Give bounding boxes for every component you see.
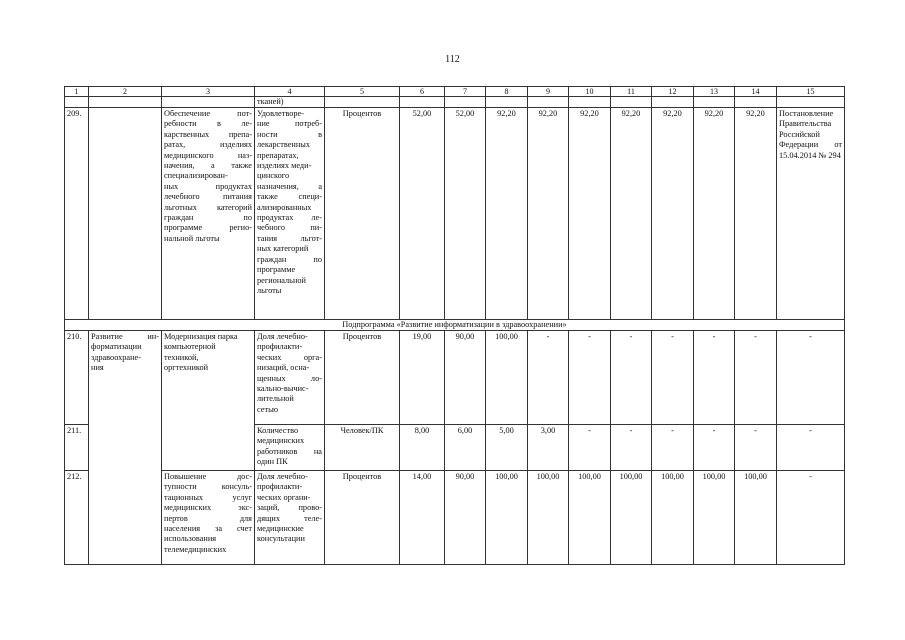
value-cell: 100,00 [486, 331, 528, 425]
header-cell: 5 [325, 87, 400, 97]
table-row-209 [65, 108, 845, 320]
table-row-210 [65, 331, 845, 425]
value-cell: 100,00 [652, 471, 694, 565]
indicator-cell: Количество медицинских работников на один ПК [255, 425, 325, 471]
header-cell: 13 [694, 87, 735, 97]
goal-cell [89, 108, 162, 320]
header-row [65, 87, 845, 97]
header-cell: 3 [162, 87, 255, 97]
value-cell: - [652, 425, 694, 471]
value-cell: - [569, 425, 611, 471]
basis-cell: - [777, 471, 845, 565]
value-cell: 92,20 [735, 108, 777, 320]
task-cell: Обеспечение пот- ребности в ле- карственных препа- ратах, изделиях медицинского наз- начения, а также специализирован- ных продуктах лечебного питания льготных категорий граждан по программе регио- нальной льготы [162, 108, 255, 320]
task-cell: Модернизация парка компьютерной техникой, оргтехникой [162, 331, 255, 471]
value-cell: - [694, 425, 735, 471]
row-number: 210. [65, 331, 89, 425]
header-cell: 8 [486, 87, 528, 97]
value-cell: - [735, 331, 777, 425]
task-cell: Повышение дос- тупности консуль- тационных услуг медицинских экс- пертов для населения за счет использования телемедицинских [162, 471, 255, 565]
indicator-cell: Удовлетворе- ние потреб- ности в лекарственных препаратах, изделиях меди- цинского назначения, а также специ- ализированных продуктах ле- чебного пи- тания льгот- ных категорий граждан по программе региональной льготы [255, 108, 325, 320]
header-cell: 9 [528, 87, 569, 97]
header-cell: 11 [611, 87, 652, 97]
value-cell: - [569, 331, 611, 425]
value-cell: 100,00 [486, 471, 528, 565]
unit-cell: Человек/ПК [325, 425, 400, 471]
header-cell: 7 [445, 87, 486, 97]
value-cell: 90,00 [445, 331, 486, 425]
basis-cell: - [777, 331, 845, 425]
carry-over-row [65, 97, 845, 108]
value-cell: 3,00 [528, 425, 569, 471]
header-cell: 6 [400, 87, 445, 97]
header-cell: 14 [735, 87, 777, 97]
value-cell: - [611, 331, 652, 425]
header-cell: 15 [777, 87, 845, 97]
value-cell: - [652, 331, 694, 425]
value-cell: 100,00 [694, 471, 735, 565]
value-cell: 8,00 [400, 425, 445, 471]
value-cell: 92,20 [569, 108, 611, 320]
value-cell: - [694, 331, 735, 425]
value-cell: 92,20 [528, 108, 569, 320]
unit-cell: Процентов [325, 471, 400, 565]
value-cell: 100,00 [735, 471, 777, 565]
header-cell: 4 [255, 87, 325, 97]
value-cell: 14,00 [400, 471, 445, 565]
goal-cell: Развитие ин- форматизации здравоохране- ния [89, 331, 162, 565]
value-cell: - [735, 425, 777, 471]
value-cell: 19,00 [400, 331, 445, 425]
value-cell: 92,20 [611, 108, 652, 320]
header-cell: 1 [65, 87, 89, 97]
value-cell: 5,00 [486, 425, 528, 471]
value-cell: 52,00 [445, 108, 486, 320]
indicator-cell: Доля лечебно- профилакти- ческих орга- низаций, осна- щенных ло- кально-вычис- лительной сетью [255, 331, 325, 425]
value-cell: 92,20 [694, 108, 735, 320]
row-number: 212. [65, 471, 89, 565]
value-cell: 52,00 [400, 108, 445, 320]
value-cell: 90,00 [445, 471, 486, 565]
value-cell: - [611, 425, 652, 471]
unit-cell: Процентов [325, 331, 400, 425]
row-number: 209. [65, 108, 89, 320]
indicators-table [64, 86, 845, 565]
header-cell: 2 [89, 87, 162, 97]
page-number: 112 [445, 54, 460, 65]
subprogram-row [65, 320, 845, 331]
value-cell: 100,00 [528, 471, 569, 565]
value-cell: 92,20 [652, 108, 694, 320]
value-cell: - [528, 331, 569, 425]
value-cell: 92,20 [486, 108, 528, 320]
header-cell: 10 [569, 87, 611, 97]
value-cell: 100,00 [569, 471, 611, 565]
indicator-cell: Доля лечебно- профилакти- ческих органи- заций, прово- дящих теле- медицинские консультации [255, 471, 325, 565]
table-row-212 [65, 471, 845, 565]
row-number: 211. [65, 425, 89, 471]
value-cell: 6,00 [445, 425, 486, 471]
basis-cell: - [777, 425, 845, 471]
subprogram-title: Подпрограмма «Развитие информатизации в здравоохранении» [65, 320, 845, 331]
value-cell: 100,00 [611, 471, 652, 565]
carry-over-text: тканей) [255, 97, 325, 108]
unit-cell: Процентов [325, 108, 400, 320]
header-cell: 12 [652, 87, 694, 97]
basis-cell: Постановление Правительства Российской Федерации от 15.04.2014 № 294 [777, 108, 845, 320]
